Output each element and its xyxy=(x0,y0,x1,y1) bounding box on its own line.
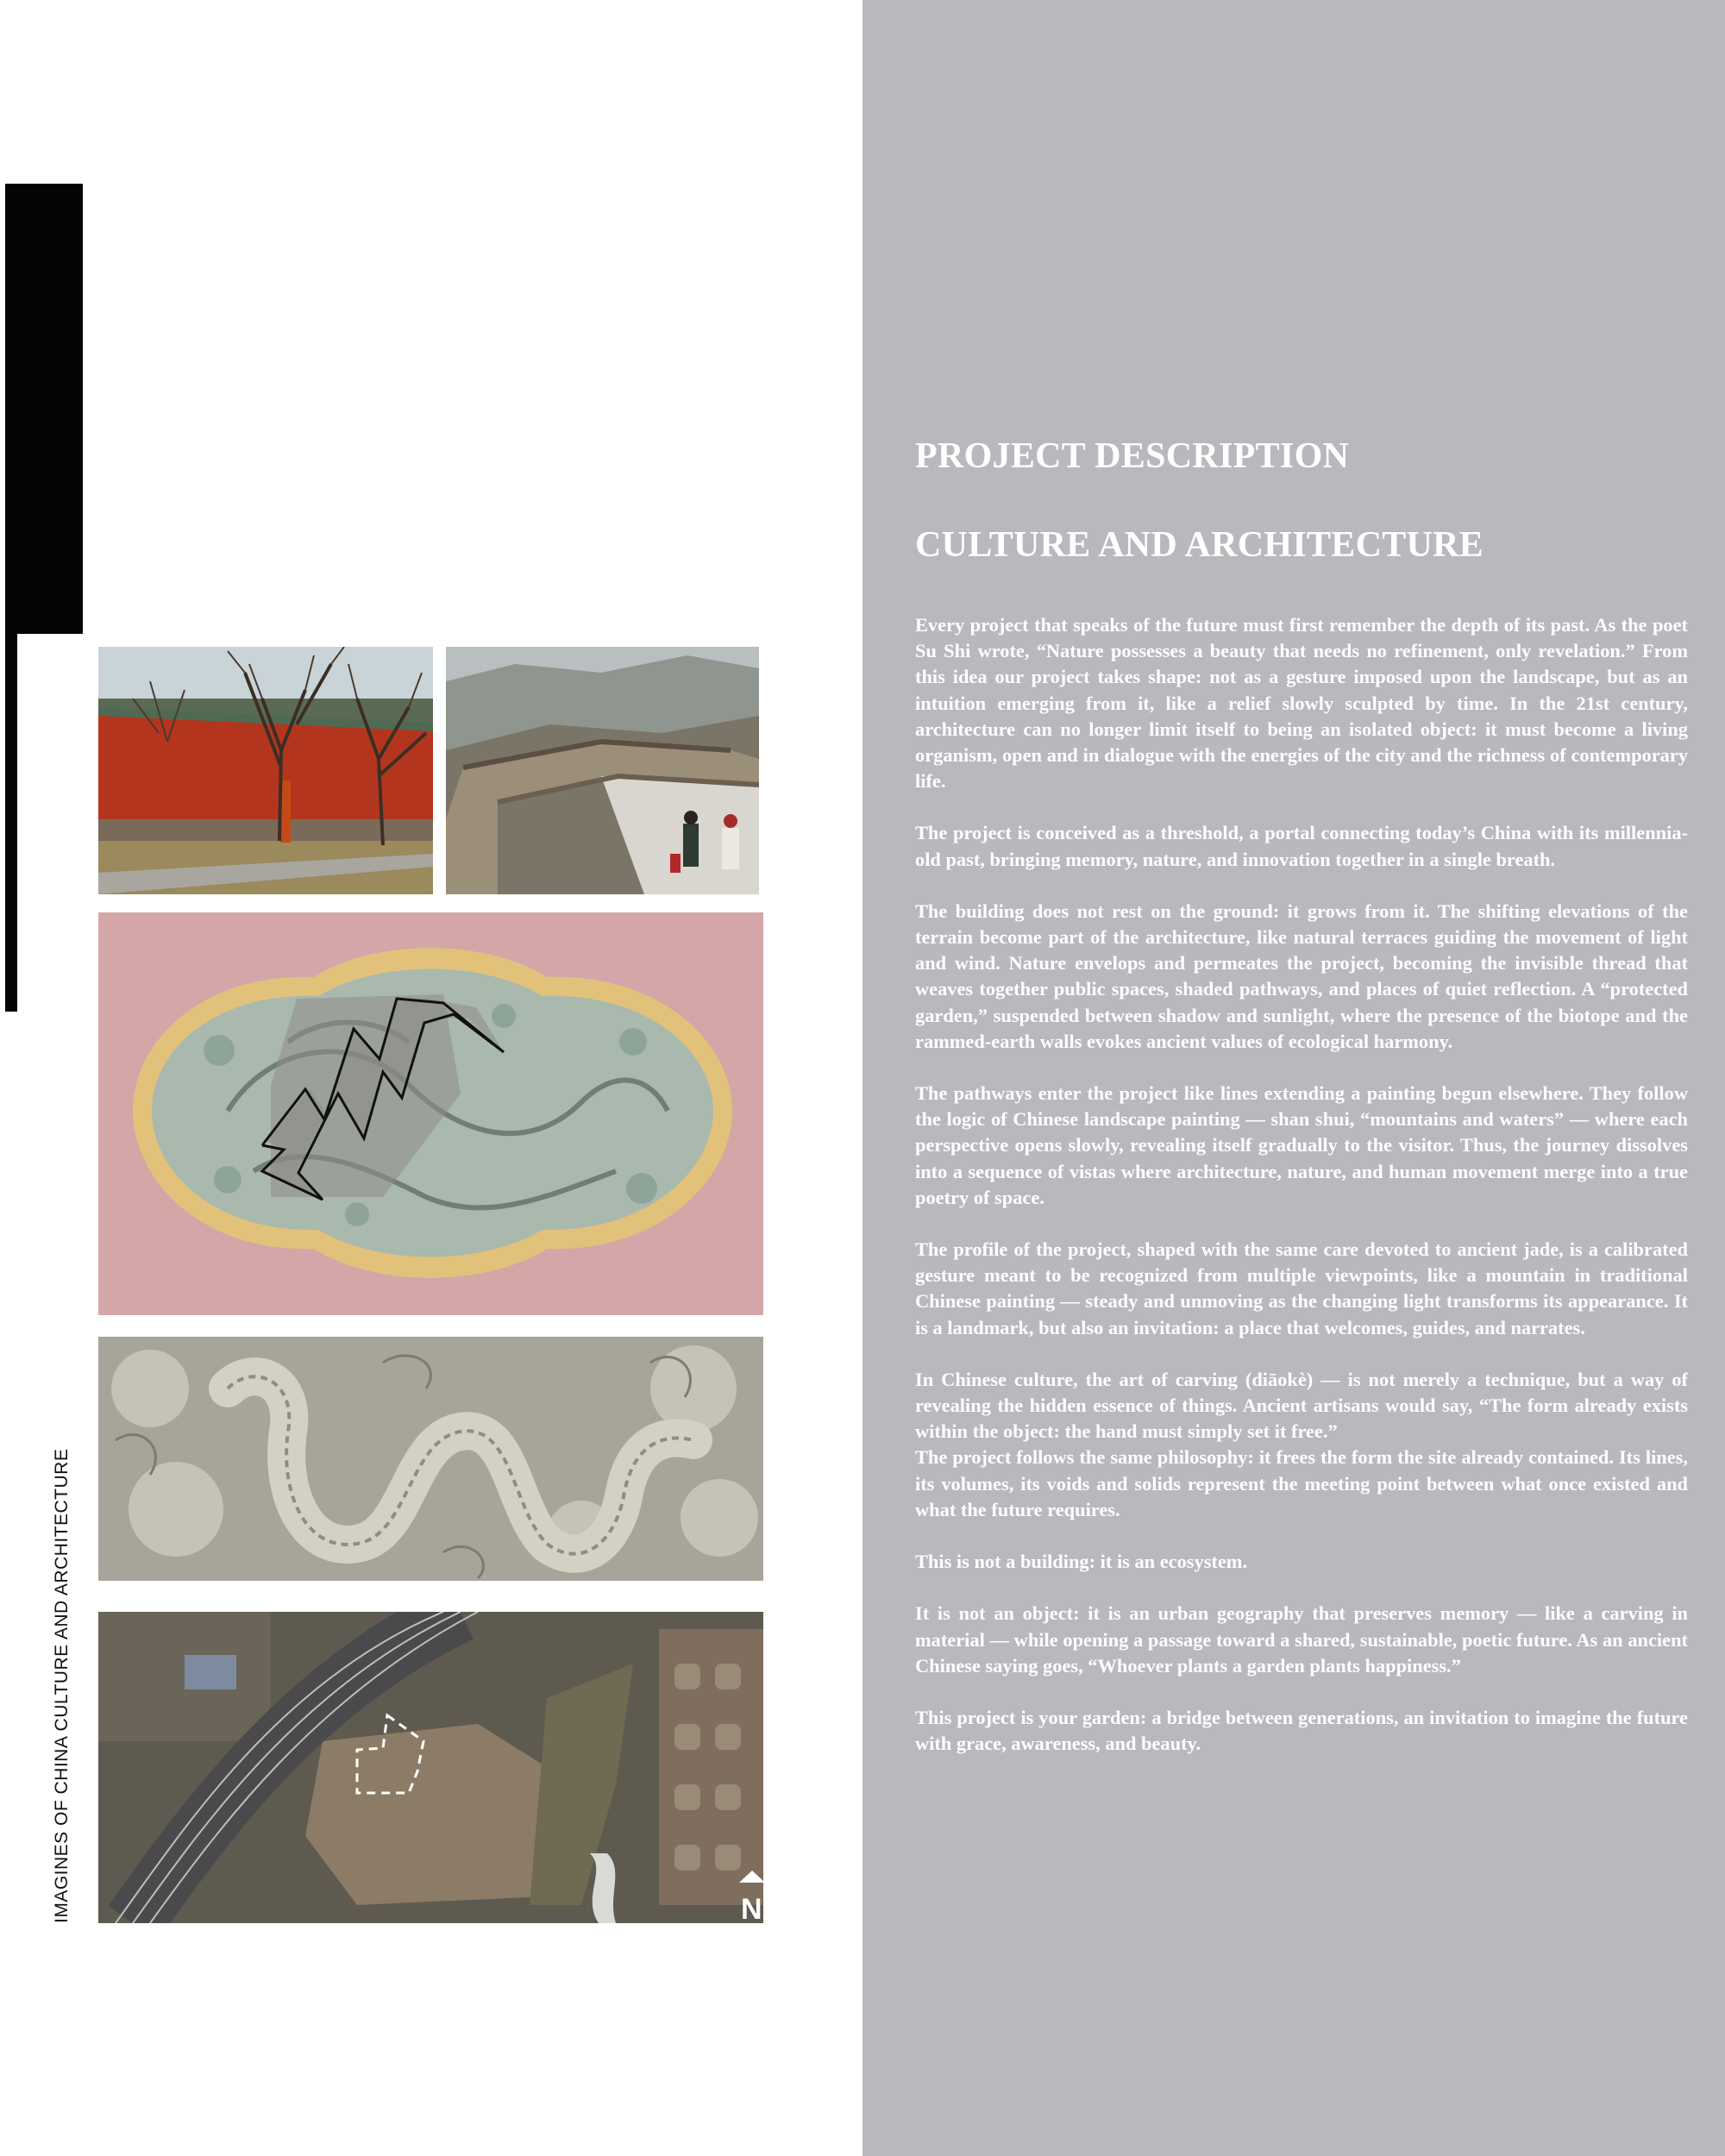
north-arrow-icon: N xyxy=(741,1893,762,1923)
paragraph: It is not an object: it is an urban geography that preserves memory — like a carving in material — while opening a passage toward a shared, sustainable, poetic future. As an ancient Chinese saying goes, “Whoever plants a garden plants happiness.” xyxy=(915,1602,1688,1677)
great-wall-photo xyxy=(446,647,759,894)
dragon-plaque-photo xyxy=(98,912,763,1315)
black-accent-line xyxy=(5,634,17,1012)
paragraph: The profile of the project, shaped with the same care devoted to ancient jade, is a calibrated gesture meant to be recognized from multiple viewpoints, like a mountain in traditional Chinese painting — steady and unmoving as the changing light transforms its appearance. It is a landmark, but also an invitation: a place that welcomes, guides, and narrates. xyxy=(915,1238,1688,1338)
paragraph: This is not a building: it is an ecosystem. xyxy=(915,1551,1248,1573)
paragraph: Every project that speaks of the future must first remember the depth of its past. As the poet Su Shi wrote, “Nature possesses a beauty that needs no refinement, only revelation.” From this idea our project takes shape: not as a gesture imposed upon the landscape, but as an intuition emerging from it, like a relief slowly sculpted by time. In the 21st century, architecture can no longer limit itself to being an isolated object: it must become a living organism, open and in dialogue with the energies of the city and the richness of contemporary life. xyxy=(915,614,1688,793)
paragraph: In Chinese culture, the art of carving (diāokè) — is not merely a technique, but a way of revealing the hidden essence of things. Ancient artisans would say, “The form already exists within the object: the hand must simply set it free.” xyxy=(915,1368,1688,1443)
paragraph: The pathways enter the project like lines extending a painting begun elsewhere. They follow the logic of Chinese landscape painting — shan shui, “mountains and waters” — where each perspective opens slowly, revealing itself gradually to the visitor. Thus, the journey dissolves into a sequence of vistas where architecture, nature, and human movement merge into a true poetry of space. xyxy=(915,1082,1688,1208)
paragraph: The building does not rest on the ground: it grows from it. The shifting elevations of the terrain become part of the architecture, like natural terraces guiding the movement of light and wind. Nature envelops and permeates the project, becoming the invisible thread that weaves together public spaces, shaded pathways, and places of quiet reflection. A “protected garden,” suspended between shadow and sunlight, where the presence of the biotope and the rammed-earth walls evokes ancient values of ecological harmony. xyxy=(915,899,1688,1052)
paragraph: The project follows the same philosophy: it frees the form the site already contained. Its lines, its volumes, its voids and solids represent the meeting point between what once existed and what the future requires. xyxy=(915,1446,1688,1520)
paragraph: The project is conceived as a threshold, a portal connecting today’s China with its millennia-old past, bringing memory, nature, and innovation together in a single breath. xyxy=(915,822,1688,870)
black-accent-bar xyxy=(5,184,83,634)
stone-dragon-photo xyxy=(98,1337,763,1581)
project-description-heading: PROJECT DESCRIPTION xyxy=(915,436,1350,476)
culture-architecture-heading: CULTURE AND ARCHITECTURE xyxy=(915,525,1484,565)
description-body xyxy=(915,612,1688,1783)
red-wall-photo xyxy=(98,647,433,894)
aerial-site-photo xyxy=(98,1612,763,1923)
side-caption: IMAGINES OF CHINA CULTURE AND ARCHITECTURE xyxy=(52,1448,72,1923)
paragraph: This project is your garden: a bridge between generations, an invitation to imagine the future with grace, awareness, and beauty. xyxy=(915,1706,1688,1755)
